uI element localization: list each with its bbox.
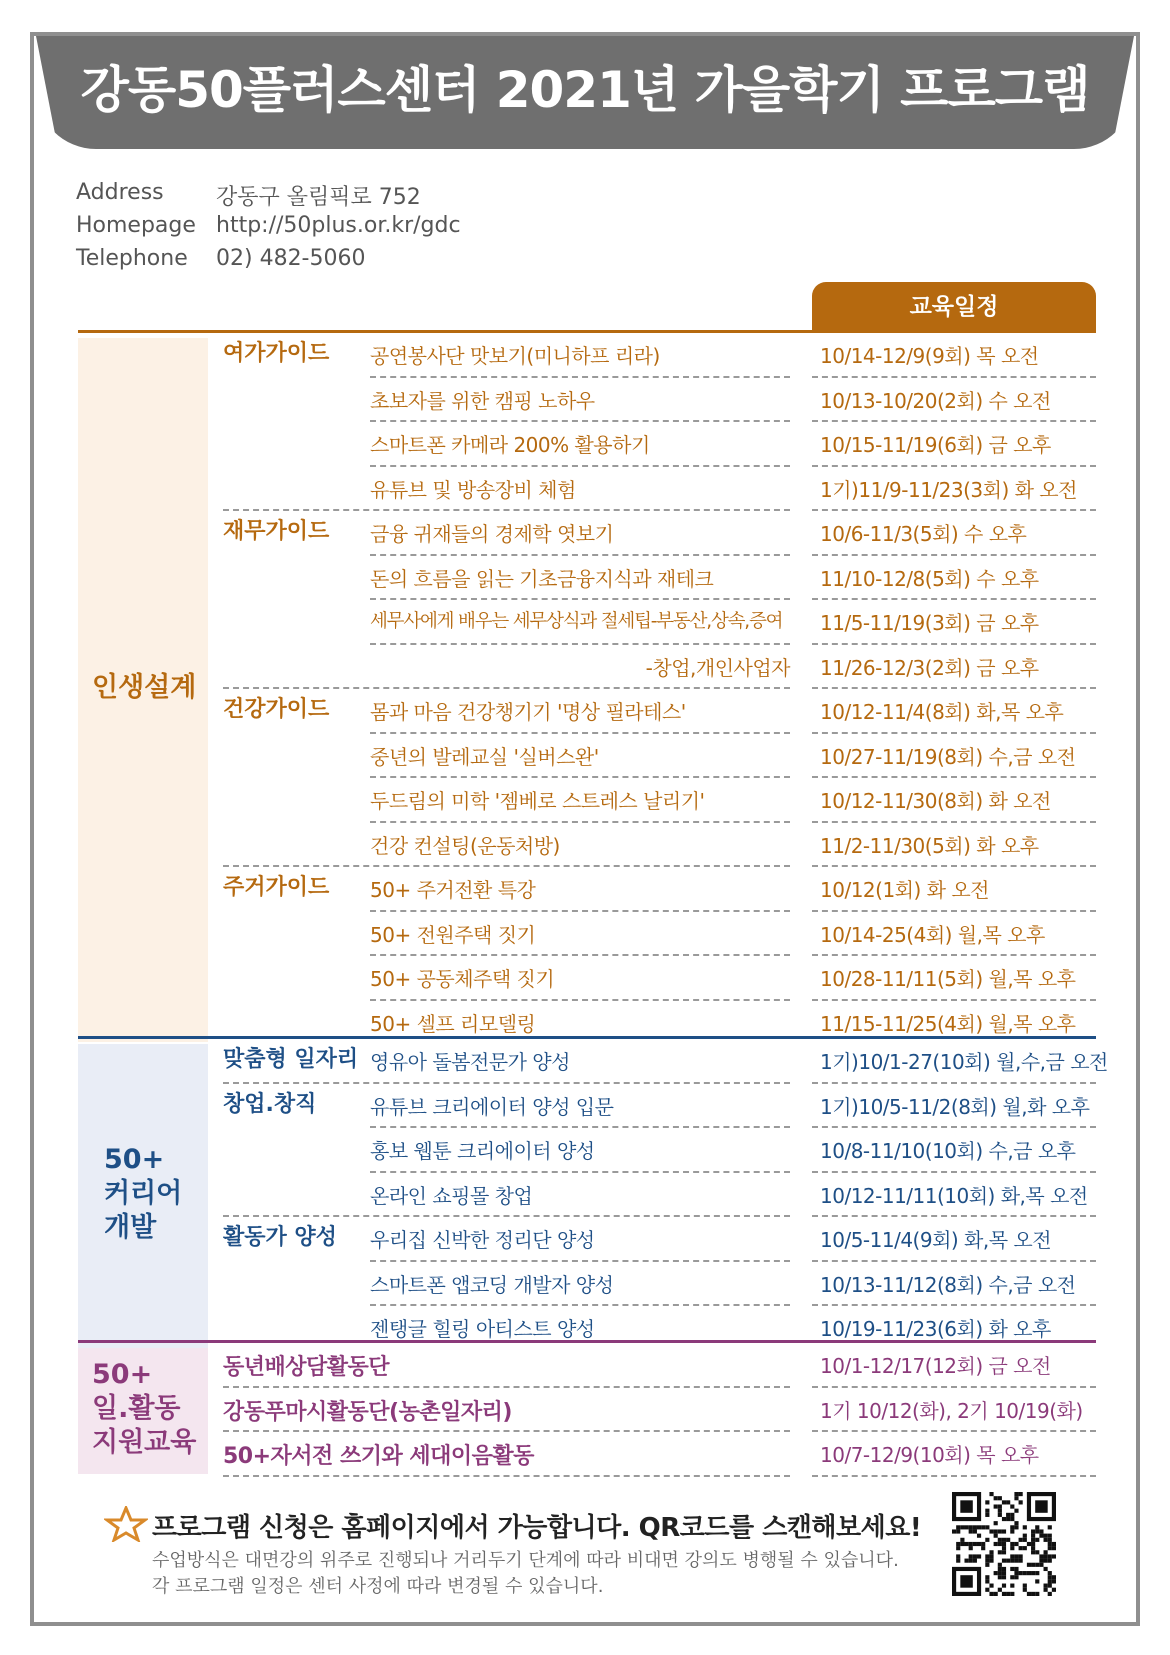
program-name: 스마트폰 카메라 200% 활용하기 [370, 433, 650, 457]
schedule-divider [812, 465, 1096, 467]
row-divider [370, 1171, 790, 1173]
section-2-label-line: 50+ [104, 1143, 165, 1175]
program-name: 온라인 쇼핑몰 창업 [370, 1183, 533, 1208]
section-3-label-line: 일.활동 [92, 1392, 181, 1424]
schedule-text: 1기)10/5-11/2(8회) 월,화 오후 [820, 1094, 1090, 1119]
program-name: 중년의 발레교실 '실버스완' [370, 744, 599, 769]
program-name: 몸과 마음 건강챙기기 '명상 필라테스' [370, 700, 686, 724]
section-2-rule [78, 1036, 1096, 1039]
row-divider [223, 865, 790, 867]
schedule-divider [812, 1215, 1096, 1217]
schedule-text: 10/15-11/19(6회) 금 오후 [820, 433, 1051, 457]
category-label: 창업.창직 [223, 1091, 317, 1117]
schedule-divider [812, 1126, 1096, 1128]
program-name: 우리집 신박한 정리단 양성 [370, 1228, 595, 1252]
schedule-text: 10/27-11/19(8회) 수,금 오전 [820, 744, 1076, 769]
row-divider [370, 465, 790, 467]
program-name: 공연봉사단 맛보기(미니하프 리라) [370, 344, 660, 368]
section-3-label-line: 지원교육 [92, 1426, 197, 1458]
row-divider [370, 910, 790, 912]
schedule-text: 10/13-11/12(8회) 수,금 오전 [820, 1272, 1076, 1297]
schedule-divider [812, 954, 1096, 956]
schedule-divider [812, 1386, 1096, 1388]
schedule-divider [812, 1082, 1096, 1084]
page-title: 강동50플러스센터 2021년 가을학기 프로그램 [80, 61, 1090, 119]
row-divider [370, 821, 790, 823]
program-name: 유튜브 크리에이터 양성 입문 [370, 1094, 614, 1119]
row-divider [370, 732, 790, 734]
program-name: 50+자서전 쓰기와 세대이음활동 [223, 1444, 534, 1469]
program-name: 돈의 흐름을 읽는 기초금융지식과 재테크 [370, 566, 714, 591]
schedule-divider [812, 1171, 1096, 1173]
program-name: 50+ 셀프 리모델링 [370, 1011, 536, 1036]
program-name: 초보자를 위한 캠핑 노하우 [370, 388, 595, 413]
row-divider [370, 643, 790, 645]
row-divider [370, 1260, 790, 1262]
program-name: 유튜브 및 방송장비 체험 [370, 477, 576, 502]
schedule-divider [812, 910, 1096, 912]
schedule-divider [812, 554, 1096, 556]
schedule-header: 교육일정 [812, 282, 1096, 332]
schedule-text: 1기 10/12(화), 2기 10/19(화) [820, 1398, 1083, 1423]
program-name: 동년배상담활동단 [223, 1355, 390, 1380]
row-divider [223, 1215, 790, 1217]
program-name: 젠탱글 힐링 아티스트 양성 [370, 1317, 595, 1341]
schedule-text: 10/12-11/30(8회) 화 오전 [820, 789, 1051, 813]
row-divider [223, 1430, 790, 1432]
program-name: 50+ 공동체주택 짓기 [370, 967, 555, 991]
program-name: 세무사에게 배우는 세무상식과 절세팁-부동산,상속,증여 [370, 611, 783, 632]
program-name: 강동푸마시활동단(농촌일자리) [223, 1399, 512, 1425]
schedule-divider [812, 1304, 1096, 1306]
section-2-label-line: 커리어 [104, 1177, 183, 1209]
homepage-link[interactable]: http://50plus.or.kr/gdc [216, 213, 461, 238]
section-3-label-line: 50+ [92, 1358, 153, 1390]
schedule-divider [812, 732, 1096, 734]
row-divider [223, 509, 790, 511]
row-divider [370, 554, 790, 556]
row-divider [223, 687, 790, 689]
schedule-text: 10/19-11/23(6회) 화 오후 [820, 1317, 1051, 1341]
program-name: 50+ 전원주택 짓기 [370, 922, 536, 947]
category-label: 여가가이드 [223, 341, 330, 366]
row-divider [370, 954, 790, 956]
schedule-text: 10/13-10/20(2회) 수 오전 [820, 388, 1051, 413]
schedule-divider [812, 865, 1096, 867]
program-name: 금융 귀재들의 경제학 엿보기 [370, 522, 614, 546]
program-name: -창업,개인사업자 [645, 655, 790, 680]
schedule-text: 11/5-11/19(3회) 금 오후 [820, 611, 1039, 635]
schedule-text: 10/28-11/11(5회) 월,목 오후 [820, 967, 1076, 991]
row-divider [223, 1082, 790, 1084]
row-divider [370, 999, 790, 1001]
row-divider [223, 1386, 790, 1388]
section-2-label-line: 개발 [104, 1211, 157, 1243]
star-icon [104, 1506, 148, 1542]
program-name: 건강 컨설팅(운동처방) [370, 833, 560, 858]
row-divider [370, 776, 790, 778]
schedule-text: 10/12(1회) 화 오전 [820, 878, 989, 902]
schedule-text: 11/10-12/8(5회) 수 오후 [820, 566, 1039, 591]
schedule-text: 11/26-12/3(2회) 금 오후 [820, 655, 1039, 680]
program-name: 스마트폰 앱코딩 개발자 양성 [370, 1272, 614, 1297]
row-divider [370, 1304, 790, 1306]
schedule-divider [812, 687, 1096, 689]
row-divider [370, 376, 790, 378]
schedule-text: 10/12-11/11(10회) 화,목 오전 [820, 1183, 1088, 1208]
schedule-divider [812, 1260, 1096, 1262]
schedule-divider [812, 1430, 1096, 1432]
qr-code-icon[interactable] [952, 1492, 1056, 1596]
row-divider [370, 1126, 790, 1128]
schedule-divider [812, 999, 1096, 1001]
schedule-text: 10/1-12/17(12회) 금 오전 [820, 1354, 1051, 1378]
schedule-divider [812, 821, 1096, 823]
schedule-text: 10/14-25(4회) 월,목 오후 [820, 922, 1045, 947]
category-label: 재무가이드 [223, 519, 330, 544]
program-name: 영유아 돌봄전문가 양성 [370, 1050, 570, 1074]
schedule-text: 1기)10/1-27(10회) 월,수,금 오전 [820, 1050, 1108, 1074]
schedule-text: 10/8-11/10(10회) 수,금 오후 [820, 1139, 1076, 1163]
row-divider [223, 1475, 790, 1477]
schedule-text: 10/12-11/4(8회) 화,목 오후 [820, 700, 1064, 724]
schedule-divider [812, 643, 1096, 645]
section-2-label [104, 1143, 182, 1245]
section-3-rule [78, 1340, 1096, 1343]
program-name: 50+ 주거전환 특강 [370, 878, 536, 902]
category-label: 건강가이드 [223, 697, 330, 722]
schedule-text: 1기)11/9-11/23(3회) 화 오전 [820, 477, 1077, 502]
category-label: 맞춤형 일자리 [223, 1047, 359, 1072]
section-1-rule [78, 330, 1096, 333]
footer-note-1: 수업방식은 대면강의 위주로 진행되나 거리두기 단계에 따라 비대면 강의도 병행될 수 있습니다. [152, 1550, 899, 1571]
schedule-text: 11/2-11/30(5회) 화 오후 [820, 833, 1039, 858]
category-label: 활동가 양성 [223, 1225, 337, 1250]
section-1-label: 인생설계 [92, 672, 197, 703]
schedule-divider [812, 376, 1096, 378]
section-3-label [92, 1358, 196, 1460]
schedule-divider [812, 776, 1096, 778]
footer-main-text: 프로그램 신청은 홈페이지에서 가능합니다. QR코드를 스캔해보세요! [152, 1513, 922, 1543]
program-name: 홍보 웹툰 크리에이터 양성 [370, 1139, 595, 1163]
schedule-text: 10/14-12/9(9회) 목 오전 [820, 344, 1039, 368]
schedule-divider [812, 420, 1096, 422]
row-divider [370, 420, 790, 422]
schedule-divider [812, 598, 1096, 600]
category-label: 주거가이드 [223, 875, 330, 900]
schedule-divider [812, 509, 1096, 511]
schedule-text: 11/15-11/25(4회) 월,목 오후 [820, 1011, 1076, 1036]
schedule-text: 10/6-11/3(5회) 수 오후 [820, 522, 1027, 546]
schedule-text: 10/7-12/9(10회) 목 오후 [820, 1443, 1039, 1467]
schedule-text: 10/5-11/4(9회) 화,목 오전 [820, 1228, 1052, 1252]
row-divider [370, 598, 790, 600]
schedule-divider [812, 1475, 1096, 1477]
footer-note-2: 각 프로그램 일정은 센터 사정에 따라 변경될 수 있습니다. [152, 1576, 604, 1597]
program-name: 두드림의 미학 '젬베로 스트레스 날리기' [370, 789, 705, 813]
